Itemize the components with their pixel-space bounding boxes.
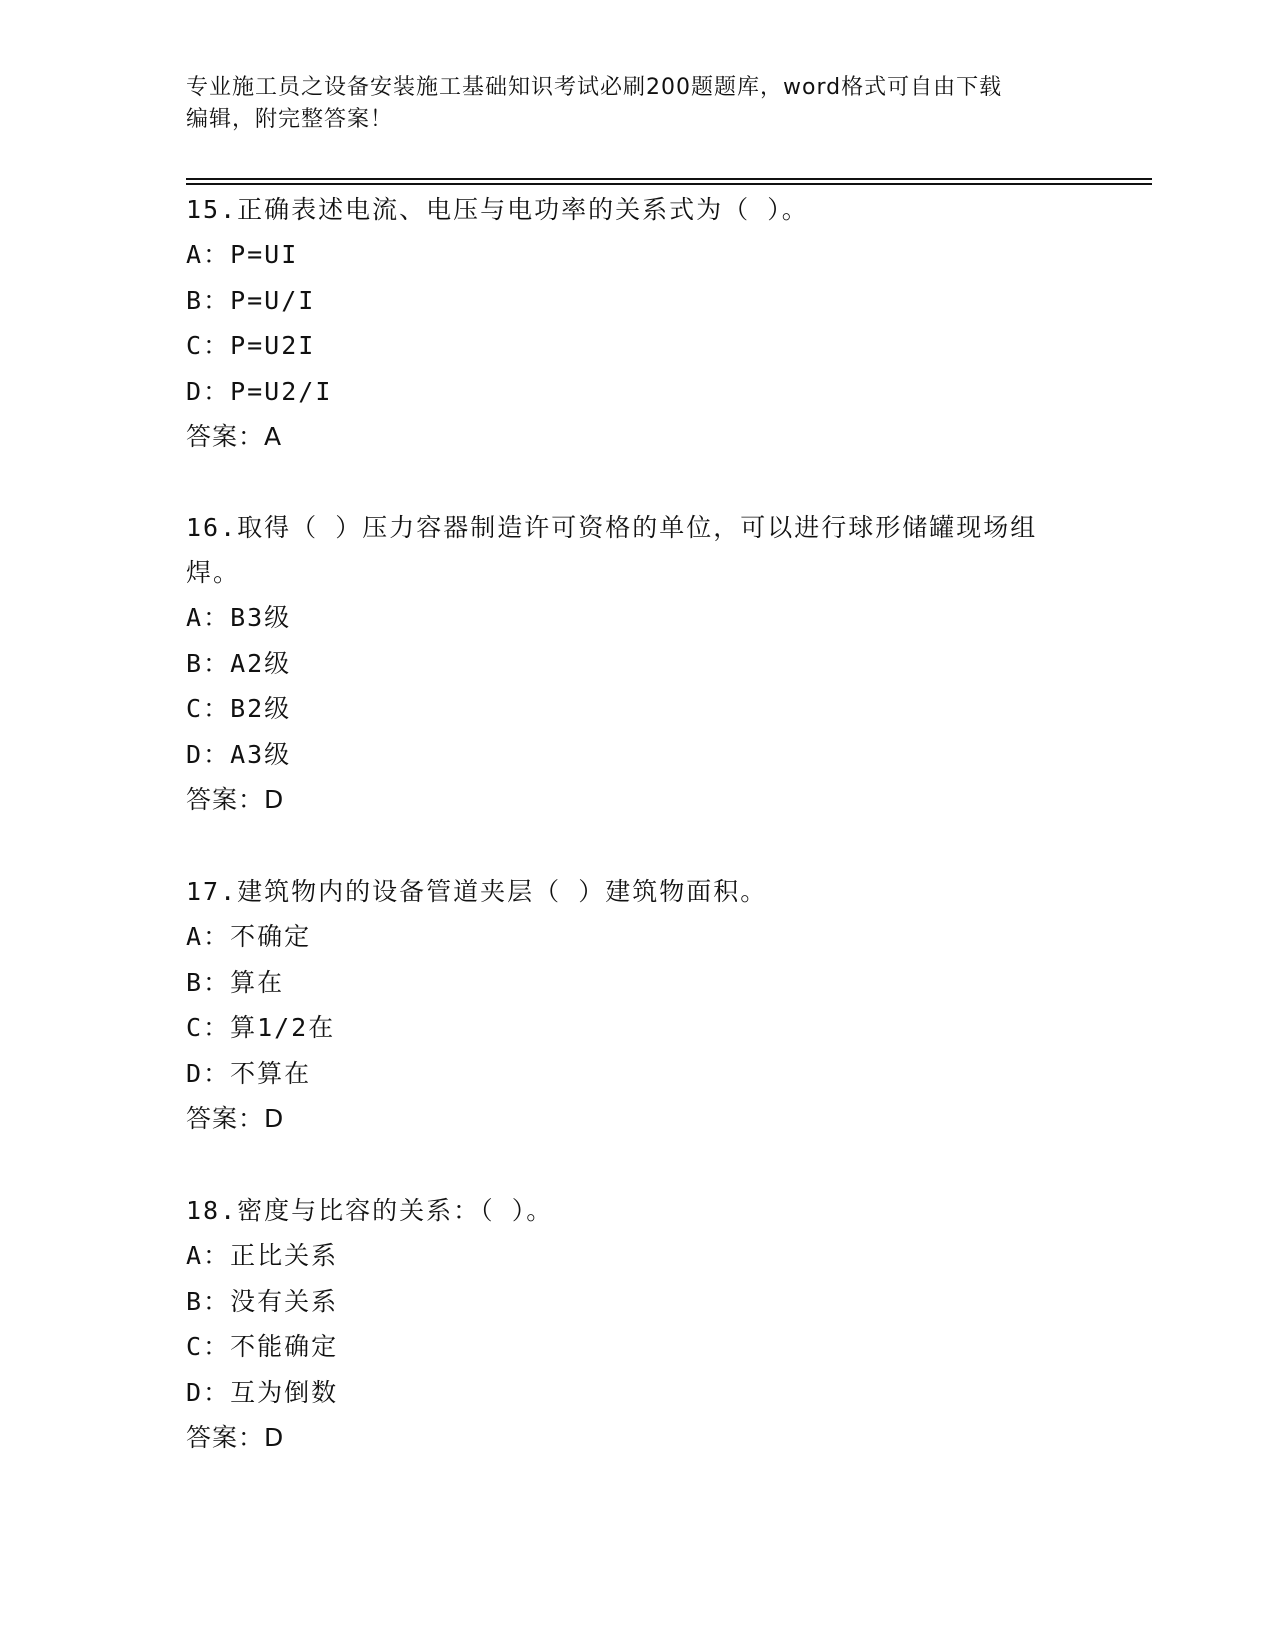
- question-stem: 18.密度与比容的关系：（ ）。: [186, 1196, 554, 1225]
- option-letter: C: [186, 694, 204, 723]
- option-a: A ： 正比关系: [186, 1233, 1086, 1279]
- option-text: A3级: [230, 739, 292, 769]
- option-letter: D: [186, 1058, 204, 1088]
- option-text: 没有关系: [230, 1286, 339, 1316]
- option-letter: C: [186, 1013, 204, 1042]
- answer-line: [186, 1415, 1086, 1460]
- option-a: A ： P=UI: [186, 232, 1086, 278]
- header-line-2: 编辑，附完整答案！: [186, 107, 394, 132]
- option-b: B ： A2级: [186, 641, 1086, 687]
- option-d: D ： 不算在: [186, 1051, 1086, 1097]
- option-a: A ： 不确定: [186, 914, 1086, 960]
- option-letter: D: [186, 739, 204, 769]
- option-text: 算1/2在: [230, 1013, 336, 1042]
- option-b: B ： P=U/I: [186, 278, 1086, 324]
- answer-label: 答案：: [186, 785, 265, 814]
- option-letter: C: [186, 1332, 204, 1361]
- answer-line: [186, 1096, 1086, 1141]
- option-c: C ： P=U2I: [186, 323, 1086, 369]
- option-c: C ： B2级: [186, 686, 1086, 732]
- answer-value: D: [264, 785, 285, 814]
- question-stem: 16.取得（ ）压力容器制造许可资格的单位，可以进行球形储罐现场组焊。: [186, 513, 1038, 587]
- option-text: P=U/I: [230, 285, 316, 315]
- option-text: 不能确定: [230, 1332, 339, 1361]
- option-b: B ： 算在: [186, 960, 1086, 1006]
- option-letter: A: [186, 603, 204, 632]
- option-letter: D: [186, 376, 204, 406]
- option-d: D ： 互为倒数: [186, 1370, 1086, 1416]
- question-stem: 17.建筑物内的设备管道夹层（ ）建筑物面积。: [186, 877, 768, 906]
- option-letter: A: [186, 240, 204, 269]
- answer-value: D: [264, 1104, 285, 1133]
- option-c: C ： 不能确定: [186, 1324, 1086, 1370]
- option-letter: B: [186, 285, 204, 315]
- option-text: 不算在: [230, 1058, 312, 1088]
- answer-line: [186, 777, 1086, 822]
- option-text: B3级: [230, 603, 292, 632]
- question-block: [186, 505, 1086, 822]
- option-b: B ： 没有关系: [186, 1279, 1086, 1325]
- option-text: P=U2/I: [230, 376, 333, 406]
- header-divider-top: [186, 178, 1152, 180]
- option-letter: C: [186, 331, 204, 360]
- option-letter: A: [186, 1241, 204, 1270]
- option-letter: B: [186, 1286, 204, 1316]
- option-letter: B: [186, 967, 204, 997]
- option-text: P=UI: [230, 240, 299, 269]
- answer-value: A: [264, 422, 283, 451]
- option-letter: D: [186, 1377, 204, 1407]
- option-text: 算在: [230, 967, 285, 997]
- option-d: D ： P=U2/I: [186, 369, 1086, 415]
- option-c: C ： 算1/2在: [186, 1005, 1086, 1051]
- option-text: P=U2I: [230, 331, 316, 360]
- answer-label: 答案：: [186, 422, 265, 451]
- option-text: B2级: [230, 694, 292, 723]
- header-line-1: 专业施工员之设备安装施工基础知识考试必刷200题题库，word格式可自由下载: [186, 75, 1003, 100]
- question-stem: 15.正确表述电流、电压与电功率的关系式为（ ）。: [186, 195, 809, 224]
- question-block: [186, 187, 1086, 459]
- answer-line: [186, 414, 1086, 459]
- option-a: A ： B3级: [186, 595, 1086, 641]
- question-block: [186, 1188, 1086, 1460]
- header-divider-bottom: [186, 183, 1152, 185]
- option-text: A2级: [230, 648, 292, 678]
- answer-label: 答案：: [186, 1104, 265, 1133]
- document-header: [186, 72, 1066, 136]
- option-text: 不确定: [230, 922, 312, 951]
- answer-value: D: [264, 1423, 285, 1452]
- option-letter: B: [186, 648, 204, 678]
- answer-label: 答案：: [186, 1423, 265, 1452]
- option-letter: A: [186, 922, 204, 951]
- option-text: 互为倒数: [230, 1377, 339, 1407]
- option-d: D ： A3级: [186, 732, 1086, 778]
- question-block: [186, 869, 1086, 1141]
- option-text: 正比关系: [230, 1241, 339, 1270]
